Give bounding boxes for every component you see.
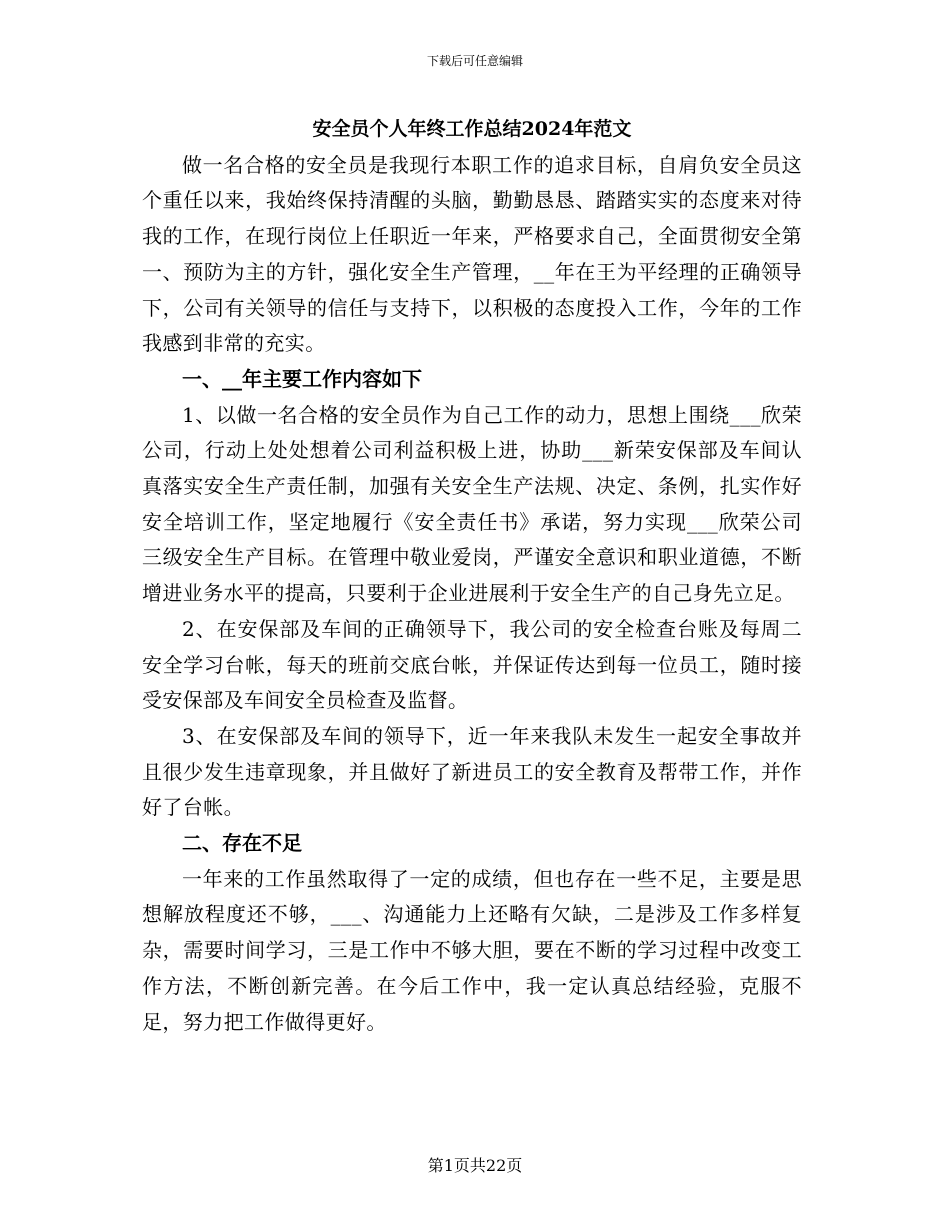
- intro-paragraph: 做一名合格的安全员是我现行本职工作的追求目标，自肩负安全员这个重任以来，我始终保持清醒的头脑，勤勤恳恳、踏踏实实的态度来对待我的工作，在现行岗位上任职近一年来，严格要求自己，全面贯彻安全第一、预防为主的方针，强化安全生产管理，__年在王为平经理的正确领导下，公司有关领导的信任与支持下，以积极的态度投入工作，今年的工作我感到非常的充实。: [142, 152, 802, 356]
- section-heading-shortcomings: 二、存在不足: [182, 831, 302, 856]
- work-item-3: 3、在安保部及车间的领导下，近一年来我队未发生一起安全事故并且很少发生违章现象，并且做好了新进员工的安全教育及帮带工作，并作好了台帐。: [142, 723, 802, 820]
- page-number: 第1页共22页: [427, 1156, 523, 1175]
- document-title: 安全员个人年终工作总结2024年范文: [312, 118, 632, 140]
- document-body: [142, 112, 802, 1040]
- page-header-note: 下载后可任意编辑: [426, 54, 523, 68]
- work-item-1: 1、以做一名合格的安全员作为自己工作的动力，思想上围绕___欣荣公司，行动上处处想着公司利益积极上进，协助___新荣安保部及车间认真落实安全生产责任制，加强有关安全生产法规、决定、条例，扎实作好安全培训工作，坚定地履行《安全责任书》承诺，努力实现___欣荣公司三级安全生产目标。在管理中敬业爱岗，严谨安全意识和职业道德，不断增进业务水平的提高，只要利于企业进展利于安全生产的自己身先立足。: [142, 402, 802, 606]
- work-item-2: 2、在安保部及车间的正确领导下，我公司的安全检查台账及每周二安全学习台帐，每天的班前交底台帐，并保证传达到每一位员工，随时接受安保部及车间安全员检查及监督。: [142, 616, 802, 713]
- shortcomings-paragraph: 一年来的工作虽然取得了一定的成绩，但也存在一些不足，主要是思想解放程度还不够，___、沟通能力上还略有欠缺，二是涉及工作多样复杂，需要时间学习，三是工作中不够大胆，要在不断的学习过程中改变工作方法，不断创新完善。在今后工作中，我一定认真总结经验，克服不足，努力把工作做得更好。: [142, 866, 802, 1034]
- section-heading-main-work: 一、__年主要工作内容如下: [182, 366, 422, 391]
